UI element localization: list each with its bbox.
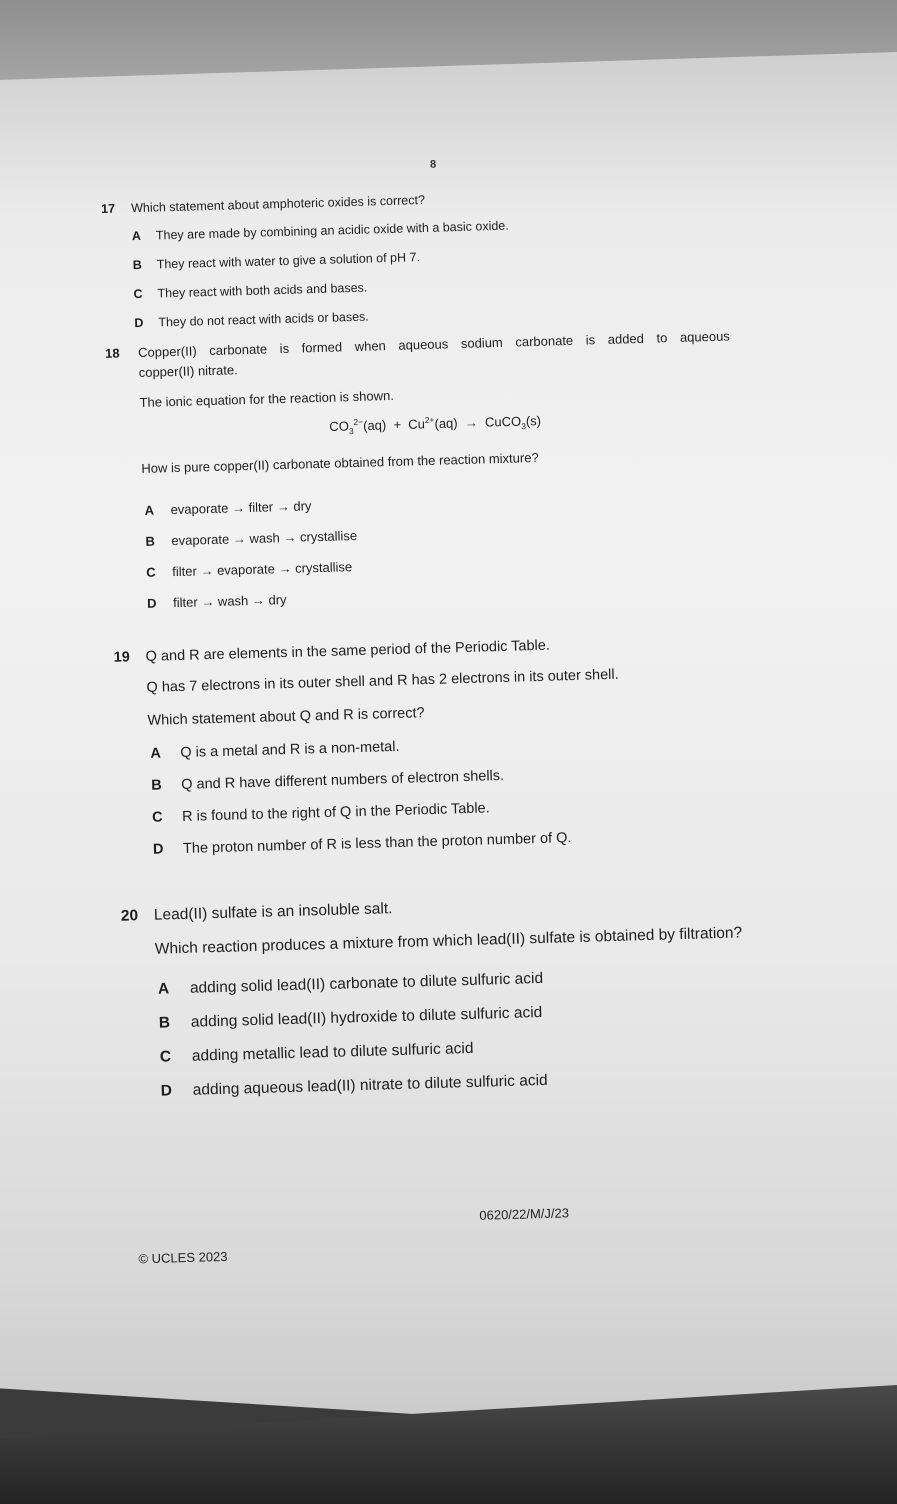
question-stem: Copper(II) carbonate is formed when aqueous sodium carbonate is added to aqueous [137,328,731,361]
option-text: filter → wash → dry [172,591,287,611]
option-letter: C [159,1048,172,1066]
option-text: adding metallic lead to dilute sulfuric acid [191,1039,474,1065]
question-stem-continued: copper(II) nitrate. [138,362,238,380]
option-letter: D [160,1082,173,1100]
question-number: 20 [120,907,139,925]
option-letter: C [146,564,156,580]
question-prompt: Which reaction produces a mixture from which lead(II) sulfate is obtained by filtration? [154,924,743,958]
option-letter: D [134,315,144,331]
option-letter: B [158,1014,171,1032]
footer-copyright: © UCLES 2023 [138,1248,228,1267]
question-number: 18 [104,345,120,361]
option-text: adding solid lead(II) hydroxide to dilute sulfuric acid [190,1003,543,1031]
option-text: R is found to the right of Q in the Periodic Table. [181,800,490,825]
question-intro: The ionic equation for the reaction is shown. [139,387,395,410]
ionic-equation: $CO_3^{2-}(aq) + Cu^{2+}(aq)$ → CuCO$_3$(s) [329,413,542,437]
option-text: Q and R have different numbers of electron shells. [181,767,505,793]
option-letter: B [151,777,162,794]
option-text: evaporate → filter → dry [170,498,312,518]
question-stem: Which statement about amphoteric oxides is correct? [130,192,426,216]
option-letter: C [133,286,143,302]
option-text: adding aqueous lead(II) nitrate to dilute sulfuric acid [192,1071,548,1099]
option-text: They are made by combining an acidic oxide with a basic oxide. [155,218,509,243]
option-text: adding solid lead(II) carbonate to dilute sulfuric acid [189,969,544,997]
option-text: The proton number of R is less than the proton number of Q. [182,830,572,857]
question-prompt: How is pure copper(II) carbonate obtained from the reaction mixture? [141,449,539,476]
page-number: 8 [429,158,437,171]
option-text: They react with both acids and bases. [157,280,368,301]
footer-code: 0620/22/M/J/23 [479,1205,570,1223]
option-letter: B [145,533,156,549]
option-text: filter → evaporate → crystallise [172,559,353,580]
option-letter: A [144,502,155,518]
option-letter: A [150,745,162,762]
option-letter: A [131,228,142,244]
question-stem: Q and R are elements in the same period of the Periodic Table. [145,637,551,665]
option-letter: D [152,841,164,858]
option-letter: C [151,809,163,826]
option-text: They do not react with acids or bases. [158,309,369,330]
option-letter: B [132,257,142,273]
question-prompt: Which statement about Q and R is correct? [147,705,425,729]
question-number: 19 [113,649,131,666]
question-stem: Lead(II) sulfate is an insoluble salt. [153,900,393,924]
option-letter: D [146,595,157,611]
question-stem-line-2: Q has 7 electrons in its outer shell and R has 2 electrons in its outer shell. [146,666,619,696]
option-text: evaporate → wash → crystallise [171,527,358,549]
option-text: Q is a metal and R is a non-metal. [180,738,400,761]
option-text: They react with water to give a solution of pH 7. [156,250,421,272]
option-letter: A [157,980,170,998]
question-number: 17 [100,201,116,216]
